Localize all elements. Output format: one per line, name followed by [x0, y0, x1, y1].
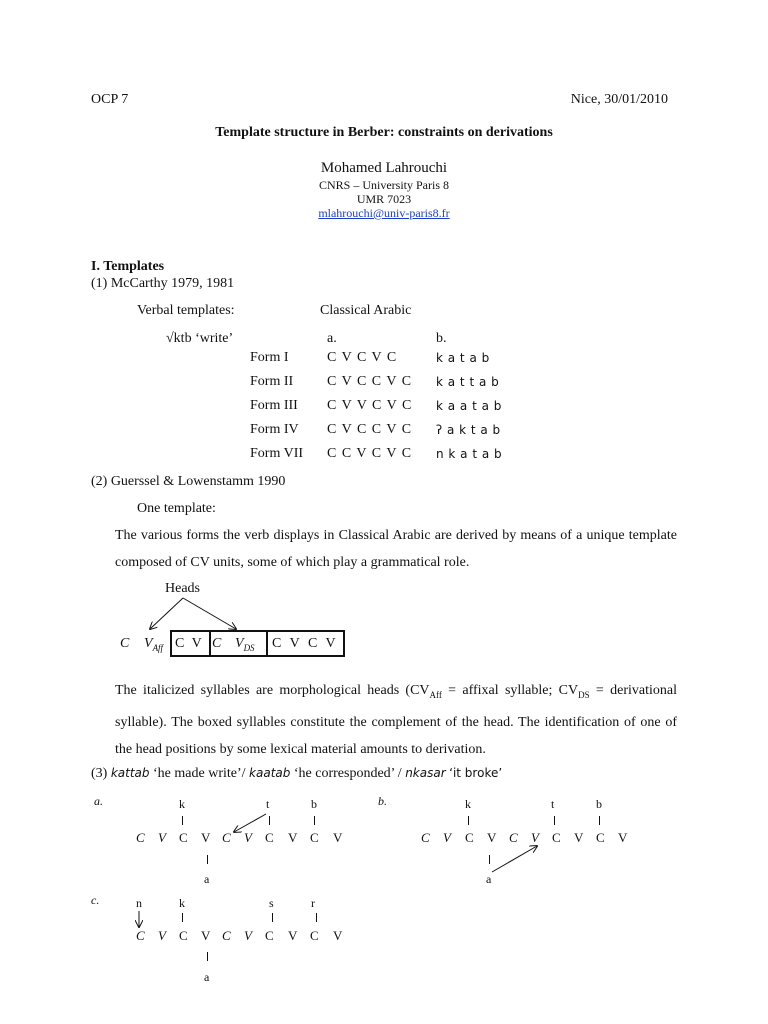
- header-left: OCP 7: [91, 92, 129, 107]
- melody-n: n: [136, 896, 142, 910]
- skeleton-c: C: [310, 830, 319, 845]
- skeleton-v: V: [443, 830, 451, 845]
- header-right: Nice, 30/01/2010: [570, 92, 668, 107]
- verbal-templates-label: Verbal templates:: [137, 303, 235, 318]
- skeleton-v: V: [487, 830, 497, 845]
- boxed-syllable-2: C V C V: [272, 636, 336, 651]
- skeleton-c: C: [222, 928, 231, 943]
- form-label: Form VII: [250, 446, 304, 461]
- skeleton-c: C: [265, 830, 274, 845]
- melody-k: k: [179, 797, 185, 811]
- skeleton-v: V: [244, 830, 252, 845]
- skeleton-c: C: [421, 830, 430, 845]
- skeleton-c: C: [552, 830, 561, 845]
- column-a-header: a.: [327, 331, 337, 346]
- skeleton-v: V: [244, 928, 252, 943]
- melody-b: b: [311, 797, 317, 811]
- author-email-link[interactable]: mlahrouchi@univ-paris8.fr: [318, 206, 450, 220]
- skeleton-v: V: [288, 830, 298, 845]
- form-template: C V C V C: [327, 350, 398, 365]
- diagram-label: c.: [91, 893, 100, 907]
- form-word: k a t a b: [436, 351, 490, 365]
- skeleton-v: V: [574, 830, 584, 845]
- form-template: C V C C V C: [327, 422, 413, 437]
- paper-title: Template structure in Berber: constraints on derivations: [215, 125, 553, 140]
- form-word: k a a t a b: [436, 399, 502, 413]
- skeleton-c: C: [310, 928, 319, 943]
- c-ds: C: [212, 636, 222, 651]
- skeleton-c: C: [179, 830, 188, 845]
- example-2-label: (2) Guerssel & Lowenstamm 1990: [91, 474, 286, 489]
- head-explanation: The italicized syllables are morphological heads ($CV_{Aff}$ = affixal syllable; $CV_{DS}$ = derivational syllable). The boxed syllables constitute the complement of the head. The identification of one of the head positions by some lexical material amounts to derivation.: [115, 683, 677, 757]
- skeleton-v: V: [201, 830, 211, 845]
- form-word: k a t t a b: [436, 375, 500, 389]
- melody-t: t: [551, 797, 555, 811]
- melody-s: s: [269, 896, 274, 910]
- section-heading: I. Templates: [91, 259, 165, 274]
- author-affiliation: CNRS – University Paris 8: [318, 178, 449, 192]
- c-aff: C: [120, 636, 130, 651]
- skeleton-c: C: [265, 928, 274, 943]
- melody-a: a: [204, 970, 210, 984]
- one-template-label: One template:: [137, 501, 216, 516]
- melody-t: t: [266, 797, 270, 811]
- heads-label: Heads: [165, 581, 200, 596]
- form-word: n k a t a b: [436, 447, 503, 461]
- skeleton-c: C: [509, 830, 518, 845]
- author-unit: UMR 7023: [356, 192, 412, 206]
- skeleton-c: C: [465, 830, 474, 845]
- diagram-label: b.: [378, 794, 387, 808]
- v-aff: $V_{Aff}$: [144, 636, 164, 653]
- skeleton-v: V: [288, 928, 298, 943]
- form-label: Form I: [250, 350, 289, 365]
- skeleton-c: C: [136, 830, 145, 845]
- melody-a: a: [204, 872, 210, 886]
- skeleton-v: V: [158, 830, 166, 845]
- skeleton-c: C: [596, 830, 605, 845]
- root-gloss: √ktb ‘write’: [166, 331, 234, 346]
- form-label: Form II: [250, 374, 294, 389]
- boxed-syllable-1: C V: [175, 636, 202, 651]
- melody-k: k: [465, 797, 471, 811]
- melody-b: b: [596, 797, 602, 811]
- skeleton-v: V: [333, 928, 343, 943]
- example-3-label: (3) kattab ‘he made write’/ kaatab ‘he corresponded’ / nkasar ‘it broke’: [91, 766, 503, 781]
- diagram-label: a.: [94, 794, 103, 808]
- form-word: ʔ a k t a b: [436, 423, 501, 437]
- skeleton-c: C: [136, 928, 145, 943]
- column-b-header: b.: [436, 331, 447, 346]
- form-template: C V V C V C: [327, 398, 413, 413]
- form-template: C V C C V C: [327, 374, 413, 389]
- skeleton-c: C: [179, 928, 188, 943]
- skeleton-v: V: [158, 928, 166, 943]
- form-label: Form IV: [250, 422, 299, 437]
- skeleton-v: V: [618, 830, 628, 845]
- skeleton-v: V: [201, 928, 211, 943]
- form-template: C C V C V C: [327, 446, 413, 461]
- melody-a: a: [486, 872, 492, 886]
- skeleton-v: V: [531, 830, 539, 845]
- form-label: Form III: [250, 398, 298, 413]
- v-ds: $V_{DS}$: [235, 636, 255, 653]
- template-description: The various forms the verb displays in Classical Arabic are derived by means of a unique template composed of CV units, some of which play a grammatical role.: [115, 528, 677, 570]
- melody-k: k: [179, 896, 185, 910]
- skeleton-v: V: [333, 830, 343, 845]
- melody-r: r: [311, 896, 315, 910]
- skeleton-c: C: [222, 830, 231, 845]
- author-name: Mohamed Lahrouchi: [320, 160, 448, 176]
- example-1-label: (1) McCarthy 1979, 1981: [91, 276, 235, 291]
- language-label: Classical Arabic: [320, 303, 412, 318]
